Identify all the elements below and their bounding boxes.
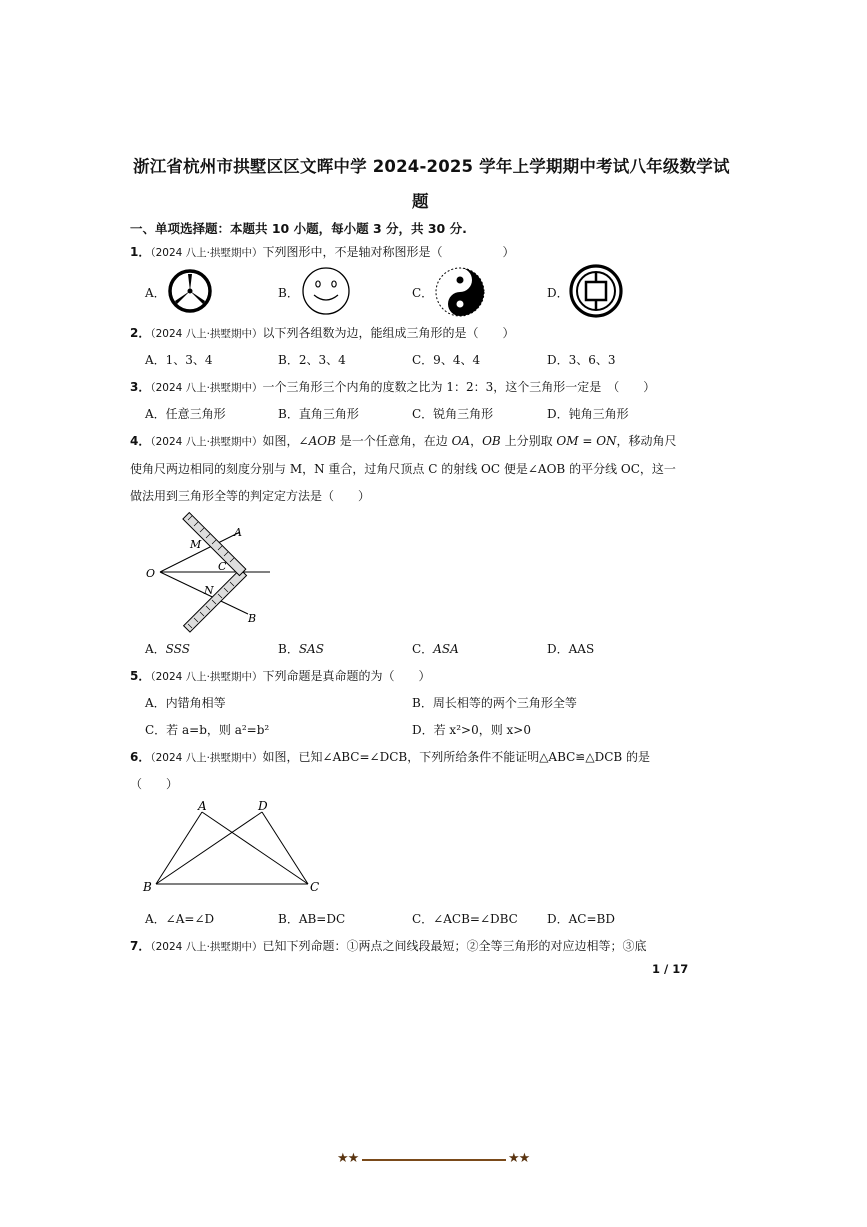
option-b: B． bbox=[278, 286, 299, 300]
question-source: （2024 八上·拱墅期中） bbox=[150, 382, 263, 394]
option-a: A．内错角相等 bbox=[145, 696, 226, 710]
label-b: B bbox=[143, 880, 152, 894]
question-source: （2024 八上·拱墅期中） bbox=[150, 328, 263, 340]
yin-yang-icon bbox=[434, 266, 486, 318]
question-6-line-2: （ ） bbox=[130, 777, 179, 791]
question-source: （2024 八上·拱墅期中） bbox=[150, 436, 263, 448]
page-title-continued: 题 bbox=[412, 192, 429, 211]
question-number: 3． bbox=[130, 380, 151, 394]
option-d: D．AC=BD bbox=[547, 912, 615, 926]
question-number: 4． bbox=[130, 434, 151, 448]
option-b: B．直角三角形 bbox=[278, 407, 359, 421]
question-source: （2024 八上·拱墅期中） bbox=[150, 671, 263, 683]
question-5 bbox=[130, 667, 431, 684]
option-c: C． bbox=[412, 286, 434, 300]
question-4-line-3: 做法用到三角形全等的判定定方法是（ ） bbox=[130, 489, 371, 503]
option-d: D．AAS bbox=[547, 642, 595, 656]
question-2 bbox=[130, 324, 515, 341]
option-c: C．若 a=b，则 a²=b² bbox=[145, 723, 270, 737]
question-text: ，移动角尺 bbox=[616, 434, 677, 448]
label-o: O bbox=[146, 567, 156, 580]
option-d: D．3、6、3 bbox=[547, 353, 616, 367]
ancient-coin-icon bbox=[568, 264, 624, 318]
question-number: 7． bbox=[130, 939, 151, 953]
label-a: A bbox=[234, 526, 242, 539]
smiley-face-icon bbox=[300, 266, 352, 316]
option-c: C．锐角三角形 bbox=[412, 407, 494, 421]
question-number: 6． bbox=[130, 750, 151, 764]
question-number: 2． bbox=[130, 326, 151, 340]
page-title: 浙江省杭州市拱墅区区文晖中学 2024-2025 学年上学期期中考试八年级数学试 bbox=[133, 157, 730, 176]
question-text: 下列图形中，不是轴对称图形是（ ） bbox=[262, 245, 515, 259]
footer-stars-left: ★★ bbox=[337, 1151, 359, 1166]
label-m: M bbox=[190, 538, 202, 551]
label-b: B bbox=[248, 612, 257, 625]
option-d: D．钝角三角形 bbox=[547, 407, 629, 421]
label-a: A bbox=[198, 799, 207, 813]
question-4 bbox=[130, 432, 677, 449]
page-number: 1 / 17 bbox=[652, 962, 689, 976]
question-text: 一个三角形三个内角的度数之比为 1：2：3，这个三角形一定是 （ ） bbox=[262, 380, 656, 394]
question-6 bbox=[130, 748, 650, 765]
question-math: OM = ON bbox=[556, 434, 617, 448]
angle-bisector-figure bbox=[140, 510, 280, 632]
question-text: 以下列各组数为边，能组成三角形的是（ ） bbox=[262, 326, 515, 340]
option-c: C．9、4、4 bbox=[412, 353, 481, 367]
question-3 bbox=[130, 378, 655, 395]
question-text: 上分别取 bbox=[500, 434, 557, 448]
label-c: C bbox=[310, 880, 320, 894]
option-b: B．周长相等的两个三角形全等 bbox=[412, 696, 577, 710]
question-source: （2024 八上·拱墅期中） bbox=[150, 941, 263, 953]
question-math: ∠AOB bbox=[298, 434, 336, 448]
option-d: D．若 x²>0，则 x>0 bbox=[412, 723, 531, 737]
question-4-line-2: 使角尺两边相同的刻度分别与 M，N 重合，过角尺顶点 C 的射线 OC 便是∠AOB 的平分线 OC，这一 bbox=[130, 462, 676, 476]
question-text: 是一个任意角，在边 bbox=[335, 434, 452, 448]
question-text: 如图，已知∠ABC=∠DCB，下列所给条件不能证明△ABC≌△DCB 的是 bbox=[262, 750, 651, 764]
section-heading: 一、单项选择题：本题共 10 小题，每小题 3 分，共 30 分. bbox=[130, 221, 467, 236]
footer-divider bbox=[362, 1159, 506, 1161]
option-a: A．∠A=∠D bbox=[145, 912, 215, 926]
label-c: C bbox=[218, 560, 227, 573]
question-1 bbox=[130, 243, 515, 260]
question-number: 1． bbox=[130, 245, 151, 259]
question-text: 下列命题是真命题的为（ ） bbox=[262, 669, 431, 683]
mercedes-like-icon bbox=[166, 268, 214, 314]
question-text: 已知下列命题：①两点之间线段最短；②全等三角形的对应边相等；③底 bbox=[262, 939, 647, 953]
question-math: OA bbox=[451, 434, 471, 448]
triangle-figure bbox=[140, 796, 330, 896]
footer-stars-right: ★★ bbox=[508, 1151, 530, 1166]
option-a: A． bbox=[145, 286, 166, 300]
option-b: B．AB=DC bbox=[278, 912, 346, 926]
question-7 bbox=[130, 937, 647, 954]
option-c: C．ASA bbox=[412, 642, 459, 656]
option-a: A．任意三角形 bbox=[145, 407, 226, 421]
question-math: OB bbox=[482, 434, 501, 448]
option-d: D． bbox=[547, 286, 569, 300]
option-a: A．1、3、4 bbox=[145, 353, 213, 367]
label-d: D bbox=[258, 799, 268, 813]
label-n: N bbox=[204, 584, 214, 597]
question-source: （2024 八上·拱墅期中） bbox=[150, 752, 263, 764]
option-c: C．∠ACB=∠DBC bbox=[412, 912, 518, 926]
option-b: B．2、3、4 bbox=[278, 353, 346, 367]
option-a: A．SSS bbox=[145, 642, 190, 656]
question-source: （2024 八上·拱墅期中） bbox=[150, 247, 263, 259]
question-text: 如图， bbox=[262, 434, 299, 448]
option-b: B．SAS bbox=[278, 642, 324, 656]
question-text: ， bbox=[470, 434, 483, 448]
question-number: 5． bbox=[130, 669, 151, 683]
